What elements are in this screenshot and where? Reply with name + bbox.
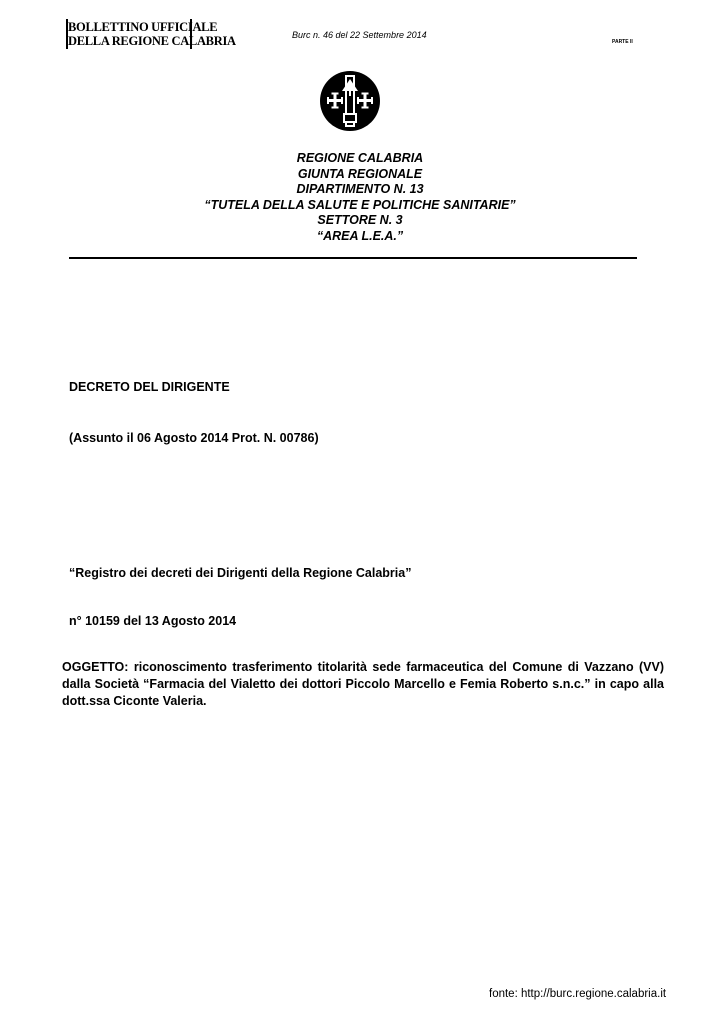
decree-number: n° 10159 del 13 Agosto 2014: [69, 614, 237, 628]
part-label: PARTE II: [612, 39, 633, 45]
area-name: “AREA L.E.A.”: [316, 228, 404, 243]
subject-label: OGGETTO: [62, 660, 125, 674]
source-footer: fonte: http://burc.regione.calabria.it: [489, 988, 667, 1000]
bulletin-masthead: [66, 19, 236, 49]
masthead-line-2: DELLA REGIONE CALABRIA: [68, 34, 236, 48]
subject-text: : riconoscimento trasferimento titolarità sede farmaceutica del Comune di Vazzano (VV) dalla Società “Farmacia del Vialetto dei dottori Piccolo Marcello e Femia Roberto s.n.c.” in capo alla dott.ssa Ciconte Valeria.: [62, 660, 664, 708]
burc-reference: Burc n. 46 del 22 Settembre 2014: [292, 30, 427, 40]
masthead-line-1: BOLLETTINO UFFICIALE: [68, 20, 218, 34]
council-name: GIUNTA REGIONALE: [297, 166, 423, 181]
region-name: REGIONE CALABRIA: [296, 151, 424, 165]
sector-number: SETTORE N. 3: [317, 213, 403, 227]
header-divider: [69, 257, 637, 259]
department-name: “TUTELA DELLA SALUTE E POLITICHE SANITARIE”: [204, 197, 516, 212]
regione-calabria-emblem-icon: [318, 69, 382, 133]
decree-subject: [62, 659, 664, 710]
decree-register: “Registro dei decreti dei Dirigenti della Regione Calabria”: [69, 566, 412, 580]
decree-title: DECRETO DEL DIRIGENTE: [69, 380, 230, 394]
department-number: DIPARTIMENTO N. 13: [296, 182, 424, 196]
issuing-authority: [60, 151, 660, 244]
decree-assumed: (Assunto il 06 Agosto 2014 Prot. N. 00786): [69, 431, 319, 445]
